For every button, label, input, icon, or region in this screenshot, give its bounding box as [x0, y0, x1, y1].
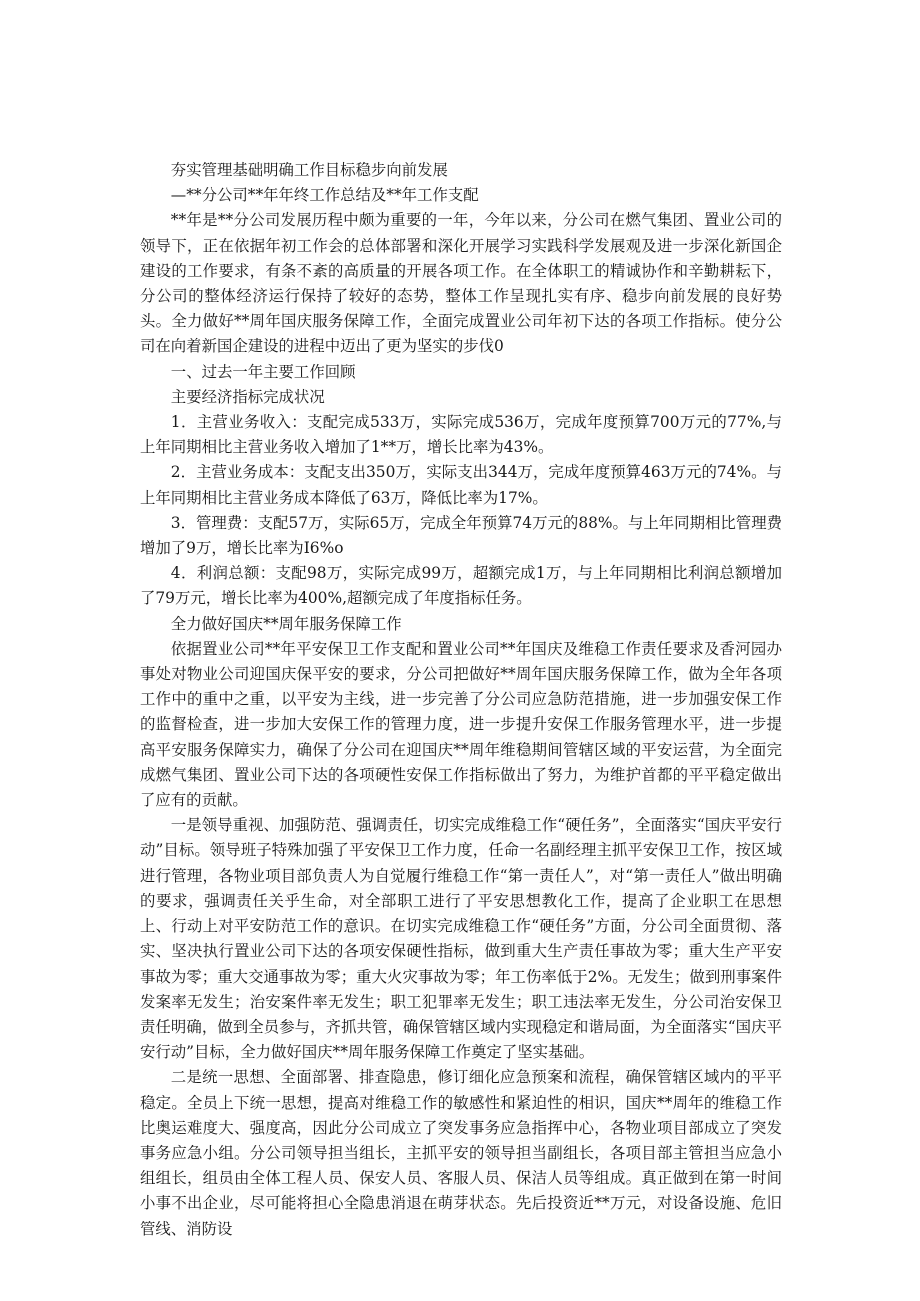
section-heading-review: 一、过去一年主要工作回顾 — [170, 362, 356, 381]
document-body — [140, 158, 782, 1242]
point-two-paragraph: 二是统一思想、全面部署、排查隐患，修订细化应急预案和流程，确保管辖区域内的平平稳定。全员上下统一思想，提高对维稳工作的敏感性和紧迫性的相识，国庆**周年的维稳工作比奥运难度大、强度高，因此分公司成立了突发事务应急指挥中心，各物业项目部成立了突发事务应急小组。分公司领导担当组长，主抓平安的领导担当副组长，各项目部主管担当应急小组组长，组员由全体工程人员、保安人员、客服人员、保洁人员等组成。真正做到在第一时间小事不出企业，尽可能将担心全隐患消退在萌芽状态。先后投资近**万元，对设备设施、危旧管线、消防设 — [140, 1068, 782, 1238]
subsection-heading-indicators: 主要经济指标完成状况 — [170, 387, 325, 406]
document-title: 夯实管理基础明确工作目标稳步向前发展 — [170, 161, 448, 179]
indicator-management-fee: 3．管理费：支配57万，实际65万，完成全年预算74万元的88%。与上年同期相比管理费增加了9万，增长比率为I6%o — [140, 513, 782, 558]
national-day-paragraph: 依据置业公司**年平安保卫工作支配和置业公司**年国庆及维稳工作责任要求及香河园办事处对物业公司迎国庆保平安的要求，分公司把做好**周年国庆服务保障工作，做为全年各项工作中的重中之重，以平安为主线，进一步完善了分公司应急防范措施，进一步加强安保工作的监督检查，进一步加大安保工作的管理力度，进一步提升安保工作服务管理水平，进一步提高平安服务保障实力，确保了分公司在迎国庆**周年维稳期间管辖区域的平安运营，为全面完成燃气集团、置业公司下达的各项硬性安保工作指标做出了努力，为维护首都的平平稳定做出了应有的贡献。 — [140, 639, 782, 810]
point-one-paragraph: 一是领导重视、加强防范、强调责任，切实完成维稳工作“硬任务”，全面落实“国庆平安行动”目标。领导班子特殊加强了平安保卫工作力度，任命一名副经理主抓平安保卫工作，按区域进行管理，各物业项目部负责人为自觉履行维稳工作“第一责任人”，对“第一责任人”做出明确的要求，强调责任关乎生命，对全部职工进行了平安思想教化工作，提高了企业职工在思想上、行动上对平安防范工作的意识。在切实完成维稳工作“硬任务”方面，分公司全面贯彻、落实、坚决执行置业公司下达的各项安保硬性指标，做到重大生产责任事故为零；重大生产平安事故为零；重大交通事故为零；重大火灾事故为零；年工伤率低于2%。无发生；做到刑事案件发案率无发生；治安案件率无发生；职工犯罪率无发生；职工违法率无发生，分公司治安保卫责任明确，做到全员参与，齐抓共管，确保管辖区域内实现稳定和谐局面，为全面落实“国庆平安行动”目标，全力做好国庆**周年服务保障工作奠定了坚实基础。 — [140, 816, 782, 1062]
indicator-cost: 2．主营业务成本：支配支出350万，实际支出344万，完成年度预算463万元的74%。与上年同期相比主营业务成本降低了63万，降低比率为17%。 — [140, 463, 782, 507]
indicator-revenue: 1．主营业务收入：支配完成533万，实际完成536万，完成年度预算700万元的77%,与上年同期相比主营业务收入增加了1**万，增长比率为43%。 — [140, 413, 782, 457]
indicator-profit: 4．利润总额：支配98万，实际完成99万，超额完成1万，与上年同期相比利润总额增加了79万元，增长比率为400%,超额完成了年度指标任务。 — [140, 564, 782, 608]
intro-paragraph: **年是**分公司发展历程中颇为重要的一年，今年以来，分公司在燃气集团、置业公司的领导下，正在依据年初工作会的总体部署和深化开展学习实践科学发展观及进一步深化新国企建设的工作要求，有条不紊的高质量的开展各项工作。在全体职工的精诚协作和辛勤耕耘下，分公司的整体经济运行保持了较好的态势，整体工作呈现扎实有序、稳步向前发展的良好势头。全力做好**周年国庆服务保障工作，全面完成置业公司年初下达的各项工作指标。使分公司在向着新国企建设的进程中迈出了更为坚实的步伐0 — [140, 211, 782, 356]
subsection-heading-national-day: 全力做好国庆**周年服务保障工作 — [170, 614, 402, 633]
document-subtitle: —**分公司**年年终工作总结及**年工作支配 — [170, 186, 479, 205]
